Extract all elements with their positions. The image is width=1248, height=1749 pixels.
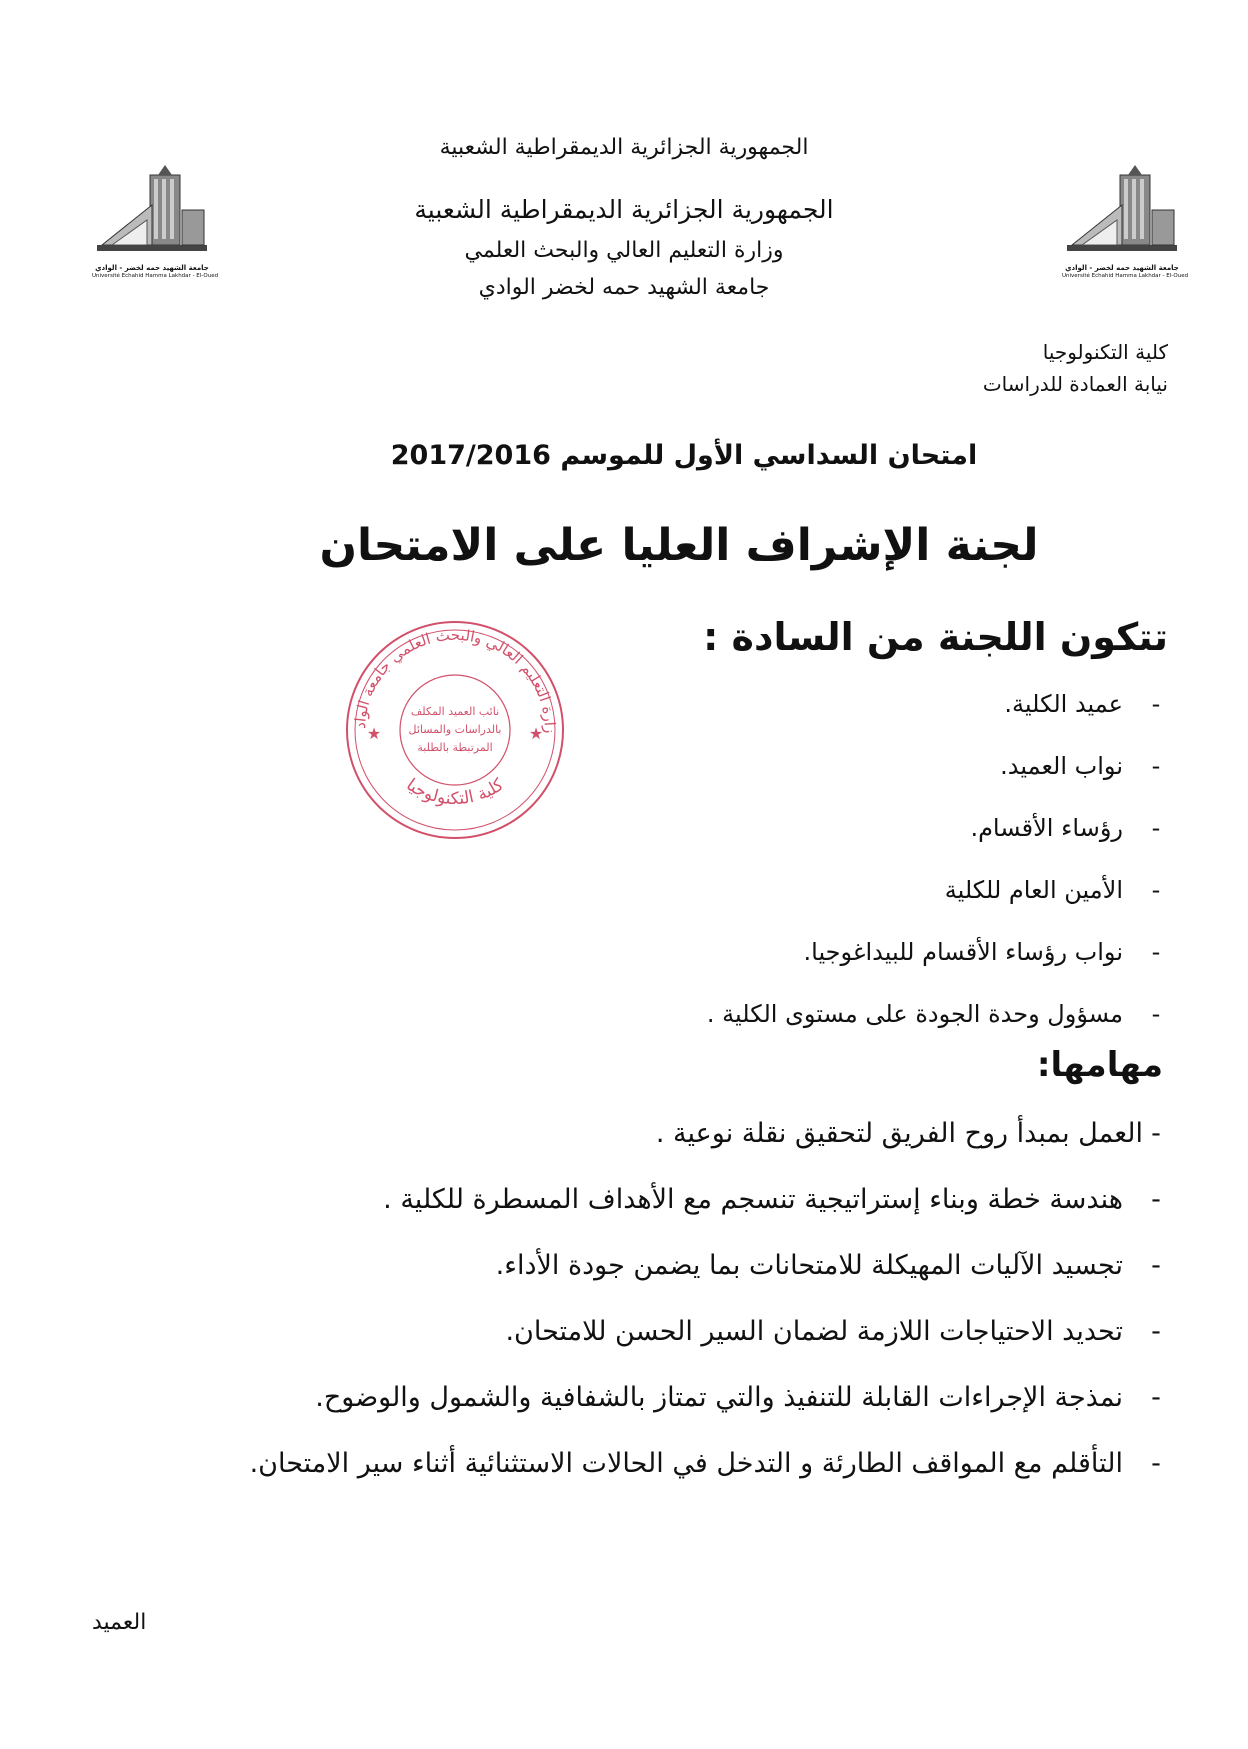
list-dash: - <box>1151 876 1161 904</box>
list-dash: - <box>1151 1118 1161 1149</box>
stamp-star-icon: ★ <box>528 724 544 743</box>
stamp-inner-line: المرتبطة بالطلبة <box>417 741 493 754</box>
logo-caption-fr: Université Echahid Hamma Lakhdar - El-Oued <box>1062 273 1189 279</box>
member-text: نواب رؤساء الأقسام للبيداغوجيا. <box>803 938 1123 966</box>
list-item <box>113 1382 1163 1448</box>
list-dash: - <box>1151 938 1161 966</box>
task-text: العمل بمبدأ روح الفريق لتحقيق نقلة نوعية . <box>655 1118 1143 1149</box>
header-republic-line1: الجمهورية الجزائرية الديمقراطية الشعبية <box>439 135 809 160</box>
faculty-name: كلية التكنولوجيا <box>1042 340 1168 364</box>
member-text: عميد الكلية. <box>1004 690 1123 718</box>
main-title: لجنة الإشراف العليا على الامتحان <box>319 520 1039 571</box>
list-item <box>363 814 1163 876</box>
list-dash: - <box>1151 1382 1161 1413</box>
list-dash: - <box>1151 1184 1161 1215</box>
logo-caption-fr: Université Echahid Hamma Lakhdar - El-Oued <box>92 273 219 279</box>
list-item <box>113 1448 1163 1514</box>
list-item <box>113 1118 1163 1184</box>
stamp-ring-text: زارة التعليم العالي والبحث العلمي جامعة الواد <box>350 625 560 734</box>
list-dash: - <box>1151 690 1161 718</box>
list-item <box>363 690 1163 752</box>
members-list <box>363 690 1163 1062</box>
header-republic-line2: الجمهورية الجزائرية الديمقراطية الشعبية <box>414 195 834 224</box>
list-item <box>363 752 1163 814</box>
list-dash: - <box>1151 1448 1161 1479</box>
list-dash: - <box>1151 1000 1161 1028</box>
member-text: نواب العميد. <box>1000 752 1123 780</box>
stamp-bottom-text: كلية التكنولوجيا <box>402 774 508 810</box>
list-item <box>113 1250 1163 1316</box>
faculty-office: نيابة العمادة للدراسات <box>982 372 1168 396</box>
member-text: مسؤول وحدة الجودة على مستوى الكلية . <box>706 1000 1123 1028</box>
list-dash: - <box>1151 752 1161 780</box>
stamp-inner-line: نائب العميد المكلف <box>410 705 500 718</box>
list-item <box>113 1316 1163 1382</box>
list-item <box>113 1184 1163 1250</box>
stamp-inner-line: بالدراسات والمسائل <box>408 723 502 736</box>
signature-label: العميد <box>92 1610 147 1635</box>
exam-title: امتحان السداسي الأول للموسم 2017/2016 <box>390 440 978 471</box>
member-text: رؤساء الأقسام. <box>970 814 1123 842</box>
list-item <box>363 876 1163 938</box>
logo-caption-ar: جامعة الشهيد حمه لخضر - الوادي <box>95 264 209 272</box>
task-text: تحديد الاحتياجات اللازمة لضمان السير الحسن للامتحان. <box>505 1316 1123 1347</box>
list-dash: - <box>1151 1250 1161 1281</box>
header-ministry: وزارة التعليم العالي والبحث العلمي <box>464 238 784 263</box>
header-university: جامعة الشهيد حمه لخضر الوادي <box>478 275 770 300</box>
list-dash: - <box>1151 814 1161 842</box>
list-dash: - <box>1151 1316 1161 1347</box>
tasks-list <box>113 1118 1163 1514</box>
composition-heading: تتكون اللجنة من السادة : <box>703 615 1168 659</box>
member-text: الأمين العام للكلية <box>944 876 1123 904</box>
task-text: التأقلم مع المواقف الطارئة و التدخل في الحالات الاستثنائية أثناء سير الامتحان. <box>249 1448 1123 1479</box>
logo-caption-ar: جامعة الشهيد حمه لخضر - الوادي <box>1065 264 1179 272</box>
stamp-star-icon: ★ <box>366 724 382 743</box>
task-text: هندسة خطة وبناء إستراتيجية تنسجم مع الأهداف المسطرة للكلية . <box>383 1184 1123 1215</box>
task-text: نمذجة الإجراءات القابلة للتنفيذ والتي تمتاز بالشفافية والشمول والوضوح. <box>315 1382 1123 1413</box>
tasks-heading: مهامها: <box>1036 1045 1163 1085</box>
task-text: تجسيد الآليات المهيكلة للامتحانات بما يضمن جودة الأداء. <box>495 1250 1123 1281</box>
list-item <box>363 938 1163 1000</box>
